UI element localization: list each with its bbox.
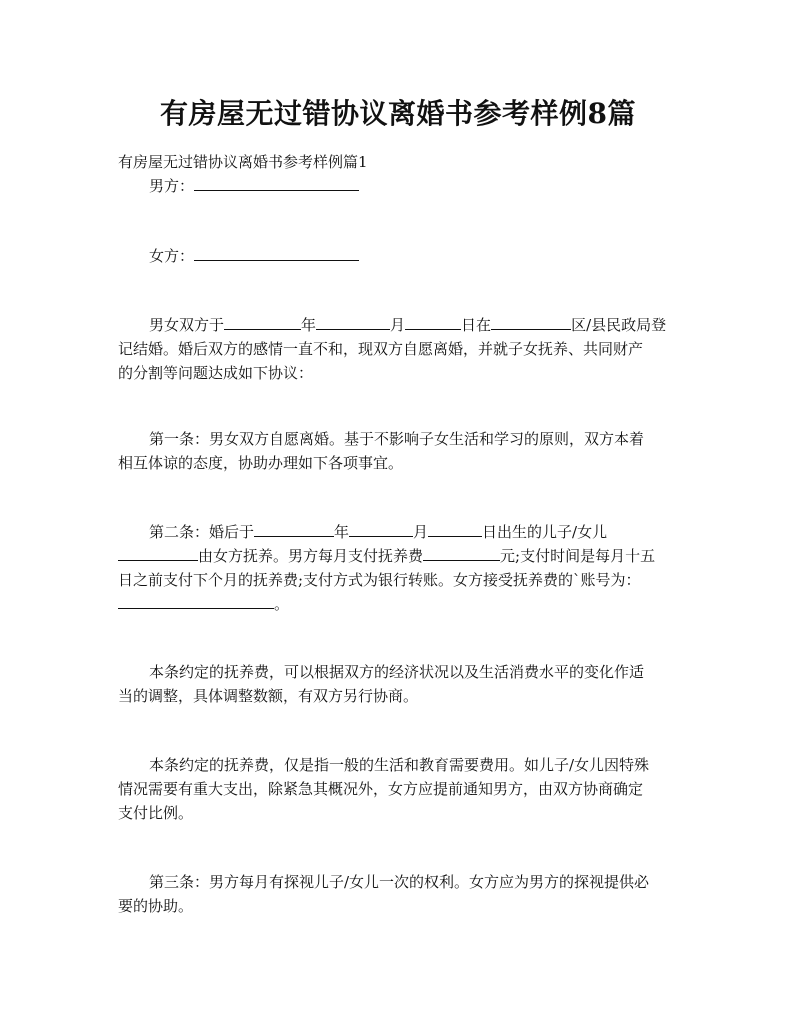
birth-month-blank[interactable] [349,522,413,537]
marriage-line-3: 的分割等问题达成如下协议： [118,364,314,382]
birth-year-blank[interactable] [254,522,334,537]
article-1-line-1: 第一条：男女双方自愿离婚。基于不影响子女生活和学习的原则，双方本着 [149,430,645,448]
article-2-line-4: 。 [118,592,678,616]
male-label: 男方： [149,177,195,195]
fee-scope-line-2: 情况需要有重大支出，除紧急其概况外，女方应提前通知男方，由双方协商确定 [118,780,644,798]
female-field-row [149,245,359,266]
article-2-line-2: 由女方抚养。男方每月支付抚养费 元;支付时间是每月十五 [118,544,678,568]
day-blank[interactable] [405,315,461,330]
article-1 [118,427,678,475]
male-blank[interactable] [194,176,359,191]
article-2 [118,520,678,616]
article-1-line-2: 相互体谅的态度，协助办理如下各项事宜。 [118,454,404,472]
article-3-line-1: 第三条：男方每月有探视儿子/女儿一次的权利。女方应为男方的探视提供必 [149,873,650,891]
fee-adjustment-line-1: 本条约定的抚养费，可以根据双方的经济状况以及生活消费水平的变化作适 [149,663,645,681]
support-amount-blank[interactable] [423,546,500,561]
district-blank[interactable] [491,315,571,330]
fee-scope-line-3: 支付比例。 [118,804,194,822]
fee-adjustment-line-2: 当的调整，具体调整数额，有双方另行协商。 [118,687,419,705]
article-2-line-1: 第二条：婚后于 年 月 日出生的儿子/女儿 [149,523,608,541]
marriage-line-2: 记结婚。婚后双方的感情一直不和，现双方自愿离婚，并就子女抚养、共同财产 [118,340,644,358]
fee-scope-line-1: 本条约定的抚养费，仅是指一般的生活和教育需要费用。如儿子/女儿因特殊 [149,756,650,774]
fee-scope-paragraph [118,753,678,825]
account-number-blank[interactable] [118,594,274,609]
article-3-line-2: 要的协助。 [118,897,194,915]
marriage-paragraph [118,313,678,385]
year-blank[interactable] [224,315,301,330]
female-blank[interactable] [194,246,359,261]
article-2-line-3: 日之前支付下个月的抚养费;支付方式为银行转账。女方接受抚养费的`账号为： [118,571,641,589]
marriage-line-1: 男女双方于 年 月 日在 区/县民政局登 [149,316,667,334]
child-name-blank[interactable] [118,546,198,561]
fee-adjustment-paragraph [118,660,678,708]
document-title: 有房屋无过错协议离婚书参考样例8篇 [160,97,636,130]
article-3 [118,870,678,918]
female-label: 女方： [149,247,195,265]
month-blank[interactable] [316,315,390,330]
male-field-row [149,175,359,196]
section-heading: 有房屋无过错协议离婚书参考样例篇1 [118,153,368,171]
birth-day-blank[interactable] [428,522,482,537]
